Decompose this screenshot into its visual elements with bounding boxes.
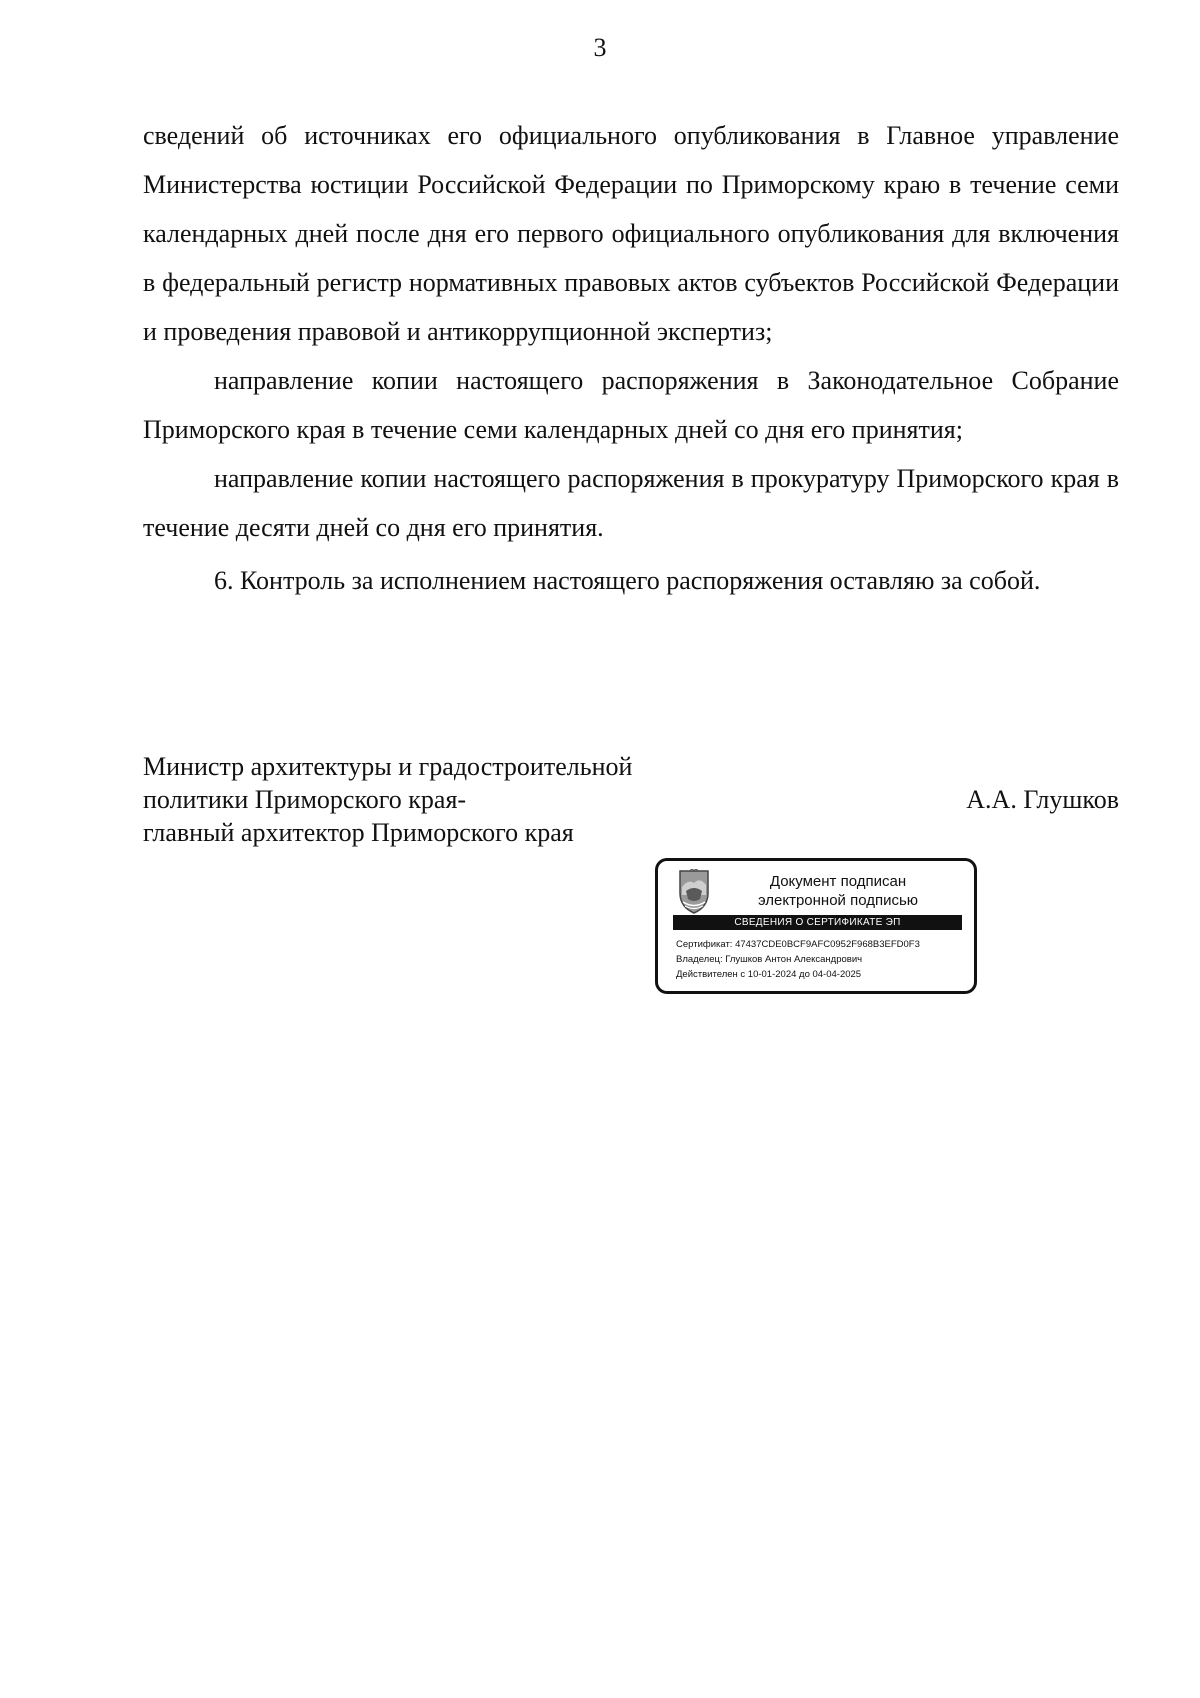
certificate-owner: Владелец: Глушков Антон Александрович — [676, 954, 863, 965]
stamp-title — [718, 872, 958, 910]
signatory-position-line: главный архитектор Приморского края — [143, 818, 574, 847]
stamp-title-line: Документ подписан — [769, 873, 907, 890]
stamp-title-line: электронной подписью — [757, 892, 919, 909]
certificate-validity: Действителен с 10-01-2024 до 04-04-2025 — [676, 969, 862, 980]
signatory-name: А.А. Глушков — [966, 785, 1119, 814]
signatory-position-line: политики Приморского края- — [143, 785, 467, 814]
page-number: 3 — [593, 33, 607, 62]
coat-of-arms-icon — [674, 869, 714, 915]
paragraph-control-clause: 6. Контроль за исполнением настоящего распоряжения оставляю за собой. — [214, 566, 1041, 595]
signatory-position-line: Министр архитектуры и градостроительной — [143, 752, 633, 781]
paragraph-prosecutor-office: направление копии настоящего распоряжения в прокуратуру Приморского края в течение десяти дней со дня его принятия. — [143, 464, 1119, 542]
signature-block — [143, 750, 1119, 849]
certificate-number: Сертификат: 47437CDE0BCF9AFC0952F968B3EFD0F3 — [676, 939, 920, 950]
certificate-details — [676, 937, 920, 982]
paragraph-publication-info: сведений об источниках его официального опубликования в Главное управление Министерства юстиции Российской Федерации по Приморскому краю в течение семи календарных дней после дня его первого официального опубликования для включения в федеральный регистр нормативных правовых актов субъектов Российской Федерации и проведения правовой и антикоррупционной экспертиз; — [143, 121, 1119, 346]
electronic-signature-stamp — [655, 858, 977, 994]
paragraph-legislative-assembly: направление копии настоящего распоряжения в Законодательное Собрание Приморского края в течение семи календарных дней со дня его принятия; — [143, 366, 1119, 444]
document-body — [143, 111, 1119, 605]
certificate-info-header: СВЕДЕНИЯ О СЕРТИФИКАТЕ ЭП — [673, 915, 962, 930]
